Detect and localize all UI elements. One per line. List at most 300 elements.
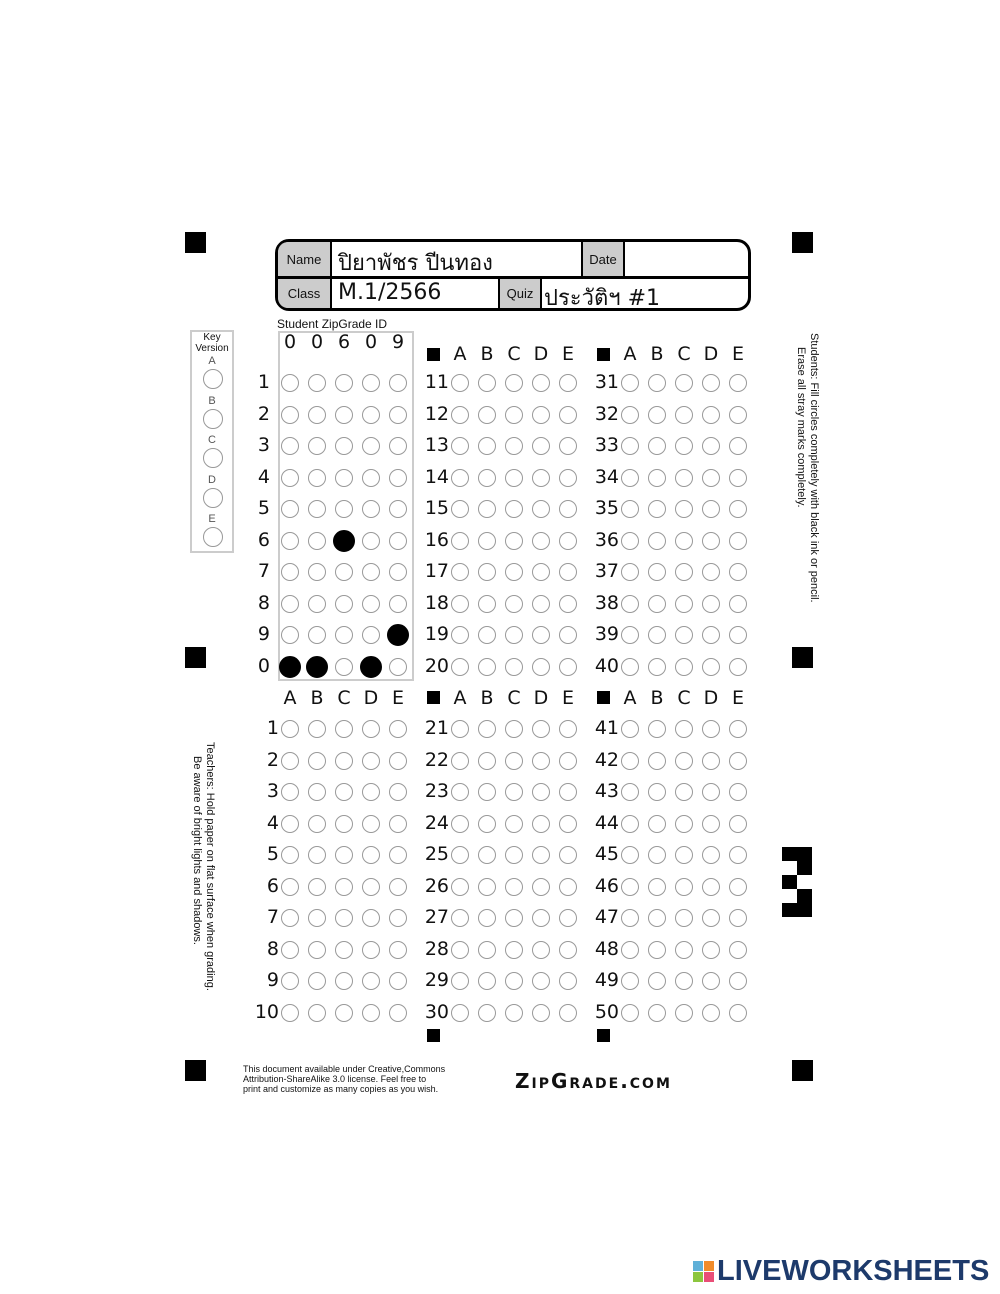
answer-bubble[interactable] — [532, 972, 550, 990]
id-bubble[interactable] — [389, 532, 407, 550]
id-bubble[interactable] — [362, 595, 380, 613]
answer-bubble[interactable] — [559, 595, 577, 613]
answer-bubble[interactable] — [451, 532, 469, 550]
answer-bubble[interactable] — [335, 815, 353, 833]
answer-bubble[interactable] — [729, 909, 747, 927]
answer-bubble[interactable] — [362, 972, 380, 990]
answer-bubble[interactable] — [648, 1004, 666, 1022]
answer-bubble[interactable] — [559, 941, 577, 959]
id-bubble[interactable] — [281, 532, 299, 550]
answer-bubble[interactable] — [621, 469, 639, 487]
answer-bubble[interactable] — [478, 846, 496, 864]
answer-bubble[interactable] — [702, 1004, 720, 1022]
answer-bubble[interactable] — [702, 783, 720, 801]
answer-bubble[interactable] — [559, 972, 577, 990]
answer-bubble[interactable] — [648, 878, 666, 896]
id-bubble[interactable] — [389, 658, 407, 676]
id-bubble[interactable] — [362, 374, 380, 392]
answer-bubble[interactable] — [702, 972, 720, 990]
answer-bubble[interactable] — [505, 815, 523, 833]
answer-bubble[interactable] — [559, 752, 577, 770]
answer-bubble[interactable] — [729, 720, 747, 738]
answer-bubble[interactable] — [308, 783, 326, 801]
answer-bubble[interactable] — [362, 941, 380, 959]
answer-bubble[interactable] — [729, 406, 747, 424]
answer-bubble[interactable] — [729, 752, 747, 770]
answer-bubble[interactable] — [702, 406, 720, 424]
name-field[interactable]: ปิยาพัชร ปีนทอง — [338, 251, 493, 276]
answer-bubble[interactable] — [621, 752, 639, 770]
answer-bubble[interactable] — [729, 658, 747, 676]
answer-bubble[interactable] — [451, 626, 469, 644]
id-bubble[interactable] — [362, 500, 380, 518]
answer-bubble[interactable] — [308, 941, 326, 959]
answer-bubble[interactable] — [675, 972, 693, 990]
answer-bubble[interactable] — [621, 815, 639, 833]
answer-bubble[interactable] — [621, 658, 639, 676]
answer-bubble[interactable] — [702, 437, 720, 455]
answer-bubble[interactable] — [675, 626, 693, 644]
answer-bubble[interactable] — [675, 752, 693, 770]
answer-bubble[interactable] — [621, 374, 639, 392]
answer-bubble[interactable] — [648, 658, 666, 676]
answer-bubble[interactable] — [621, 909, 639, 927]
key-version-bubble[interactable] — [203, 527, 223, 547]
answer-bubble[interactable] — [621, 972, 639, 990]
answer-bubble[interactable] — [702, 815, 720, 833]
answer-bubble[interactable] — [532, 437, 550, 455]
id-bubble[interactable] — [387, 624, 409, 646]
answer-bubble[interactable] — [532, 752, 550, 770]
id-bubble[interactable] — [389, 406, 407, 424]
answer-bubble[interactable] — [621, 941, 639, 959]
answer-bubble[interactable] — [729, 437, 747, 455]
answer-bubble[interactable] — [335, 720, 353, 738]
answer-bubble[interactable] — [362, 815, 380, 833]
answer-bubble[interactable] — [532, 532, 550, 550]
answer-bubble[interactable] — [281, 783, 299, 801]
answer-bubble[interactable] — [559, 720, 577, 738]
answer-bubble[interactable] — [478, 783, 496, 801]
answer-bubble[interactable] — [335, 878, 353, 896]
answer-bubble[interactable] — [675, 595, 693, 613]
answer-bubble[interactable] — [478, 469, 496, 487]
answer-bubble[interactable] — [648, 972, 666, 990]
id-bubble[interactable] — [281, 626, 299, 644]
answer-bubble[interactable] — [478, 626, 496, 644]
answer-bubble[interactable] — [389, 752, 407, 770]
answer-bubble[interactable] — [648, 783, 666, 801]
answer-bubble[interactable] — [389, 972, 407, 990]
answer-bubble[interactable] — [335, 972, 353, 990]
answer-bubble[interactable] — [505, 437, 523, 455]
id-bubble[interactable] — [335, 500, 353, 518]
answer-bubble[interactable] — [478, 752, 496, 770]
id-bubble[interactable] — [389, 437, 407, 455]
answer-bubble[interactable] — [648, 815, 666, 833]
answer-bubble[interactable] — [451, 437, 469, 455]
answer-bubble[interactable] — [621, 720, 639, 738]
answer-bubble[interactable] — [675, 815, 693, 833]
answer-bubble[interactable] — [559, 846, 577, 864]
answer-bubble[interactable] — [729, 532, 747, 550]
answer-bubble[interactable] — [478, 720, 496, 738]
answer-bubble[interactable] — [308, 972, 326, 990]
answer-bubble[interactable] — [729, 783, 747, 801]
answer-bubble[interactable] — [451, 720, 469, 738]
answer-bubble[interactable] — [559, 532, 577, 550]
answer-bubble[interactable] — [505, 878, 523, 896]
answer-bubble[interactable] — [729, 595, 747, 613]
answer-bubble[interactable] — [362, 1004, 380, 1022]
answer-bubble[interactable] — [729, 878, 747, 896]
id-bubble[interactable] — [308, 437, 326, 455]
answer-bubble[interactable] — [505, 500, 523, 518]
answer-bubble[interactable] — [702, 500, 720, 518]
answer-bubble[interactable] — [675, 563, 693, 581]
answer-bubble[interactable] — [702, 374, 720, 392]
answer-bubble[interactable] — [532, 500, 550, 518]
answer-bubble[interactable] — [362, 752, 380, 770]
answer-bubble[interactable] — [532, 626, 550, 644]
answer-bubble[interactable] — [675, 909, 693, 927]
answer-bubble[interactable] — [648, 532, 666, 550]
answer-bubble[interactable] — [559, 469, 577, 487]
id-bubble[interactable] — [362, 406, 380, 424]
answer-bubble[interactable] — [389, 941, 407, 959]
answer-bubble[interactable] — [559, 815, 577, 833]
id-bubble[interactable] — [362, 469, 380, 487]
answer-bubble[interactable] — [451, 972, 469, 990]
answer-bubble[interactable] — [451, 846, 469, 864]
answer-bubble[interactable] — [532, 941, 550, 959]
answer-bubble[interactable] — [702, 658, 720, 676]
answer-bubble[interactable] — [532, 720, 550, 738]
answer-bubble[interactable] — [729, 626, 747, 644]
answer-bubble[interactable] — [532, 406, 550, 424]
answer-bubble[interactable] — [478, 658, 496, 676]
answer-bubble[interactable] — [702, 563, 720, 581]
id-bubble[interactable] — [335, 626, 353, 644]
id-bubble[interactable] — [279, 656, 301, 678]
answer-bubble[interactable] — [675, 878, 693, 896]
answer-bubble[interactable] — [702, 469, 720, 487]
id-bubble[interactable] — [389, 469, 407, 487]
answer-bubble[interactable] — [505, 846, 523, 864]
answer-bubble[interactable] — [648, 563, 666, 581]
answer-bubble[interactable] — [451, 469, 469, 487]
answer-bubble[interactable] — [281, 752, 299, 770]
id-bubble[interactable] — [362, 626, 380, 644]
answer-bubble[interactable] — [648, 626, 666, 644]
answer-bubble[interactable] — [335, 941, 353, 959]
answer-bubble[interactable] — [505, 563, 523, 581]
id-bubble[interactable] — [308, 500, 326, 518]
answer-bubble[interactable] — [648, 941, 666, 959]
answer-bubble[interactable] — [702, 595, 720, 613]
answer-bubble[interactable] — [559, 909, 577, 927]
answer-bubble[interactable] — [675, 941, 693, 959]
answer-bubble[interactable] — [335, 909, 353, 927]
answer-bubble[interactable] — [389, 783, 407, 801]
answer-bubble[interactable] — [451, 406, 469, 424]
id-bubble[interactable] — [281, 563, 299, 581]
id-bubble[interactable] — [308, 595, 326, 613]
id-bubble[interactable] — [308, 626, 326, 644]
answer-bubble[interactable] — [478, 972, 496, 990]
answer-bubble[interactable] — [281, 720, 299, 738]
answer-bubble[interactable] — [505, 752, 523, 770]
id-bubble[interactable] — [333, 530, 355, 552]
answer-bubble[interactable] — [559, 783, 577, 801]
answer-bubble[interactable] — [675, 720, 693, 738]
answer-bubble[interactable] — [648, 374, 666, 392]
id-bubble[interactable] — [306, 656, 328, 678]
answer-bubble[interactable] — [308, 1004, 326, 1022]
answer-bubble[interactable] — [675, 500, 693, 518]
answer-bubble[interactable] — [505, 909, 523, 927]
answer-bubble[interactable] — [532, 1004, 550, 1022]
answer-bubble[interactable] — [478, 878, 496, 896]
answer-bubble[interactable] — [505, 1004, 523, 1022]
answer-bubble[interactable] — [675, 1004, 693, 1022]
answer-bubble[interactable] — [308, 878, 326, 896]
answer-bubble[interactable] — [621, 878, 639, 896]
answer-bubble[interactable] — [559, 1004, 577, 1022]
answer-bubble[interactable] — [559, 878, 577, 896]
id-bubble[interactable] — [335, 437, 353, 455]
answer-bubble[interactable] — [478, 595, 496, 613]
answer-bubble[interactable] — [505, 972, 523, 990]
answer-bubble[interactable] — [729, 500, 747, 518]
answer-bubble[interactable] — [729, 972, 747, 990]
answer-bubble[interactable] — [389, 878, 407, 896]
answer-bubble[interactable] — [532, 469, 550, 487]
answer-bubble[interactable] — [389, 720, 407, 738]
answer-bubble[interactable] — [478, 563, 496, 581]
answer-bubble[interactable] — [532, 595, 550, 613]
answer-bubble[interactable] — [478, 1004, 496, 1022]
answer-bubble[interactable] — [451, 815, 469, 833]
key-version-bubble[interactable] — [203, 409, 223, 429]
answer-bubble[interactable] — [335, 752, 353, 770]
answer-bubble[interactable] — [675, 783, 693, 801]
answer-bubble[interactable] — [478, 500, 496, 518]
answer-bubble[interactable] — [559, 500, 577, 518]
id-bubble[interactable] — [335, 406, 353, 424]
answer-bubble[interactable] — [451, 909, 469, 927]
answer-bubble[interactable] — [505, 532, 523, 550]
answer-bubble[interactable] — [648, 752, 666, 770]
answer-bubble[interactable] — [648, 720, 666, 738]
answer-bubble[interactable] — [702, 752, 720, 770]
answer-bubble[interactable] — [621, 500, 639, 518]
id-bubble[interactable] — [389, 563, 407, 581]
answer-bubble[interactable] — [362, 720, 380, 738]
key-version-bubble[interactable] — [203, 448, 223, 468]
answer-bubble[interactable] — [451, 783, 469, 801]
answer-bubble[interactable] — [451, 1004, 469, 1022]
id-bubble[interactable] — [360, 656, 382, 678]
answer-bubble[interactable] — [532, 878, 550, 896]
answer-bubble[interactable] — [308, 815, 326, 833]
answer-bubble[interactable] — [675, 469, 693, 487]
answer-bubble[interactable] — [281, 909, 299, 927]
answer-bubble[interactable] — [621, 626, 639, 644]
answer-bubble[interactable] — [451, 500, 469, 518]
quiz-field[interactable]: ประวัติฯ #1 — [544, 286, 661, 311]
answer-bubble[interactable] — [335, 1004, 353, 1022]
answer-bubble[interactable] — [648, 500, 666, 518]
id-bubble[interactable] — [308, 563, 326, 581]
answer-bubble[interactable] — [362, 878, 380, 896]
answer-bubble[interactable] — [281, 1004, 299, 1022]
answer-bubble[interactable] — [505, 469, 523, 487]
id-bubble[interactable] — [335, 469, 353, 487]
id-bubble[interactable] — [281, 500, 299, 518]
answer-bubble[interactable] — [675, 437, 693, 455]
class-field[interactable]: M.1/2566 — [338, 280, 442, 305]
answer-bubble[interactable] — [729, 815, 747, 833]
id-bubble[interactable] — [335, 374, 353, 392]
id-bubble[interactable] — [281, 469, 299, 487]
answer-bubble[interactable] — [281, 972, 299, 990]
answer-bubble[interactable] — [389, 815, 407, 833]
answer-bubble[interactable] — [675, 658, 693, 676]
id-bubble[interactable] — [281, 437, 299, 455]
id-bubble[interactable] — [335, 595, 353, 613]
answer-bubble[interactable] — [389, 846, 407, 864]
answer-bubble[interactable] — [729, 469, 747, 487]
answer-bubble[interactable] — [729, 1004, 747, 1022]
answer-bubble[interactable] — [648, 469, 666, 487]
answer-bubble[interactable] — [729, 941, 747, 959]
answer-bubble[interactable] — [451, 941, 469, 959]
answer-bubble[interactable] — [451, 878, 469, 896]
answer-bubble[interactable] — [621, 437, 639, 455]
answer-bubble[interactable] — [648, 909, 666, 927]
id-bubble[interactable] — [389, 374, 407, 392]
answer-bubble[interactable] — [281, 941, 299, 959]
answer-bubble[interactable] — [505, 783, 523, 801]
id-bubble[interactable] — [362, 437, 380, 455]
id-bubble[interactable] — [362, 563, 380, 581]
id-bubble[interactable] — [308, 374, 326, 392]
answer-bubble[interactable] — [702, 532, 720, 550]
answer-bubble[interactable] — [532, 658, 550, 676]
answer-bubble[interactable] — [559, 626, 577, 644]
answer-bubble[interactable] — [621, 532, 639, 550]
answer-bubble[interactable] — [559, 437, 577, 455]
answer-bubble[interactable] — [675, 374, 693, 392]
id-bubble[interactable] — [281, 406, 299, 424]
answer-bubble[interactable] — [505, 406, 523, 424]
answer-bubble[interactable] — [478, 815, 496, 833]
answer-bubble[interactable] — [702, 909, 720, 927]
answer-bubble[interactable] — [621, 406, 639, 424]
id-bubble[interactable] — [389, 500, 407, 518]
answer-bubble[interactable] — [451, 595, 469, 613]
answer-bubble[interactable] — [702, 878, 720, 896]
answer-bubble[interactable] — [532, 815, 550, 833]
answer-bubble[interactable] — [281, 846, 299, 864]
answer-bubble[interactable] — [675, 406, 693, 424]
answer-bubble[interactable] — [675, 532, 693, 550]
answer-bubble[interactable] — [451, 374, 469, 392]
answer-bubble[interactable] — [478, 374, 496, 392]
answer-bubble[interactable] — [729, 374, 747, 392]
answer-bubble[interactable] — [729, 563, 747, 581]
answer-bubble[interactable] — [335, 783, 353, 801]
answer-bubble[interactable] — [505, 595, 523, 613]
answer-bubble[interactable] — [702, 720, 720, 738]
answer-bubble[interactable] — [621, 846, 639, 864]
answer-bubble[interactable] — [362, 909, 380, 927]
id-bubble[interactable] — [281, 374, 299, 392]
answer-bubble[interactable] — [621, 563, 639, 581]
answer-bubble[interactable] — [702, 941, 720, 959]
answer-bubble[interactable] — [308, 720, 326, 738]
answer-bubble[interactable] — [505, 658, 523, 676]
answer-bubble[interactable] — [308, 846, 326, 864]
answer-bubble[interactable] — [451, 658, 469, 676]
key-version-bubble[interactable] — [203, 488, 223, 508]
answer-bubble[interactable] — [505, 941, 523, 959]
answer-bubble[interactable] — [621, 1004, 639, 1022]
answer-bubble[interactable] — [281, 878, 299, 896]
answer-bubble[interactable] — [451, 752, 469, 770]
answer-bubble[interactable] — [621, 783, 639, 801]
id-bubble[interactable] — [335, 563, 353, 581]
answer-bubble[interactable] — [308, 909, 326, 927]
answer-bubble[interactable] — [308, 752, 326, 770]
answer-bubble[interactable] — [675, 846, 693, 864]
answer-bubble[interactable] — [559, 563, 577, 581]
answer-bubble[interactable] — [532, 563, 550, 581]
key-version-bubble[interactable] — [203, 369, 223, 389]
answer-bubble[interactable] — [478, 406, 496, 424]
answer-bubble[interactable] — [505, 720, 523, 738]
answer-bubble[interactable] — [478, 437, 496, 455]
answer-bubble[interactable] — [648, 437, 666, 455]
answer-bubble[interactable] — [559, 374, 577, 392]
answer-bubble[interactable] — [559, 658, 577, 676]
id-bubble[interactable] — [362, 532, 380, 550]
answer-bubble[interactable] — [335, 846, 353, 864]
id-bubble[interactable] — [308, 469, 326, 487]
answer-bubble[interactable] — [702, 846, 720, 864]
answer-bubble[interactable] — [478, 941, 496, 959]
answer-bubble[interactable] — [505, 374, 523, 392]
answer-bubble[interactable] — [559, 406, 577, 424]
answer-bubble[interactable] — [648, 846, 666, 864]
answer-bubble[interactable] — [532, 909, 550, 927]
id-bubble[interactable] — [308, 406, 326, 424]
id-bubble[interactable] — [389, 595, 407, 613]
answer-bubble[interactable] — [648, 595, 666, 613]
answer-bubble[interactable] — [389, 909, 407, 927]
id-bubble[interactable] — [308, 532, 326, 550]
answer-bubble[interactable] — [702, 626, 720, 644]
answer-bubble[interactable] — [648, 406, 666, 424]
answer-bubble[interactable] — [532, 374, 550, 392]
id-bubble[interactable] — [335, 658, 353, 676]
answer-bubble[interactable] — [532, 846, 550, 864]
answer-bubble[interactable] — [281, 815, 299, 833]
answer-bubble[interactable] — [362, 783, 380, 801]
answer-bubble[interactable] — [362, 846, 380, 864]
id-bubble[interactable] — [281, 595, 299, 613]
